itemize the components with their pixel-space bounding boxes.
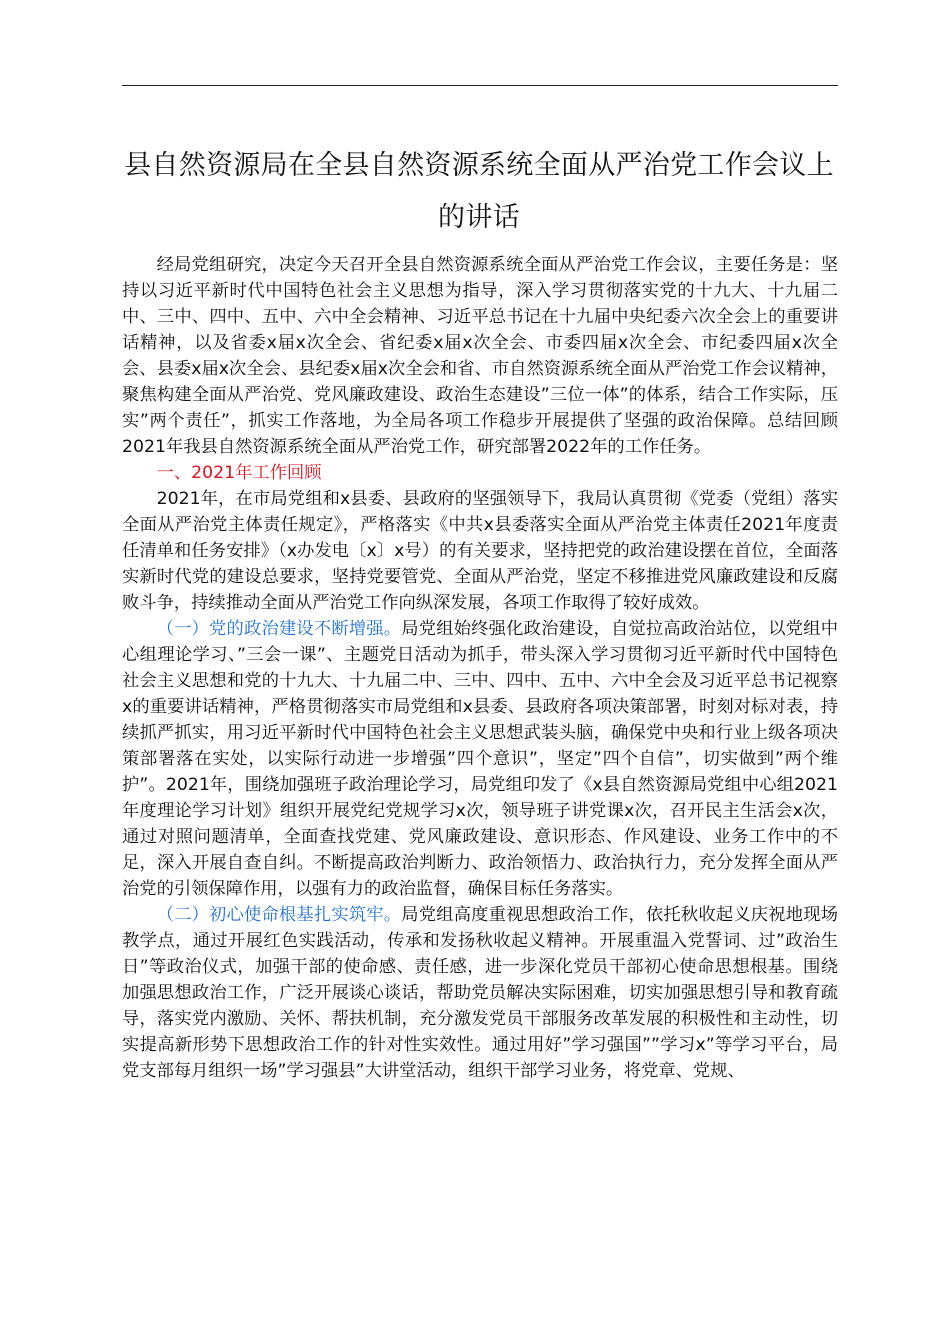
section-heading-review: 一、2021年工作回顾 <box>156 463 322 483</box>
header-rule <box>122 85 838 86</box>
intro-paragraph: 经局党组研究，决定今天召开全县自然资源系统全面从严治党工作会议，主要任务是：坚持以习近平新时代中国特色社会主义思想为指导，深入学习贯彻落实党的十九大、十九届二中、三中、四中、五中、六中全会精神、习近平总书记在十九届中央纪委六次全会上的重要讲话精神，以及省委x届x次全会、省纪委x届x次全会、市委四届x次全会、市纪委四届x次全会、县委x届x次全会、县纪委x届x次全会和省、市自然资源系统全面从严治党工作会议精神，聚焦构建全面从严治党、党风廉政建设、政治生态建设”三位一体”的体系，结合工作实际，压实”两个责任”，抓实工作落地，为全局各项工作稳步开展提供了坚强的政治保障。总结回顾2021年我县自然资源系统全面从严治党工作，研究部署2022年的工作任务。 <box>122 255 838 457</box>
subsection-mission-foundation <box>122 902 838 1084</box>
document-title: 县自然资源局在全县自然资源系统全面从严治党工作会议上的讲话 <box>124 150 834 233</box>
subsection-body-political-building: 局党组始终强化政治建设，自觉拉高政治站位，以党组中心组理论学习、”三会一课”、主题党日活动为抓手，带头深入学习贯彻习近平新时代中国特色社会主义思想和党的十九大、十九届二中、三中、四中、五中、六中全会及习近平总书记视察x的重要讲话精神，严格贯彻落实市局党组和x县委、县政府各项决策部署，时刻对标对表，持续抓严抓实，用习近平新时代中国特色社会主义思想武装头脑，确保党中央和行业上级各项决策部署落在实处，以实际行动进一步增强”四个意识”，坚定”四个自信”，切实做到”两个维护”。2021年，围绕加强班子政治理论学习，局党组印发了《x县自然资源局党组中心组2021年度理论学习计划》组织开展党纪党规学习x次，领导班子讲党课x次，召开民主生活会x次，通过对照问题清单，全面查找党建、党风廉政建设、意识形态、作风建设、业务工作中的不足，深入开展自查自纠。不断提高政治判断力、政治领悟力、政治执行力，充分发挥全面从严治党的引领保障作用，以强有力的政治监督，确保目标任务落实。 <box>122 619 838 899</box>
document-body <box>122 252 838 1084</box>
subsection-body-mission-foundation: 局党组高度重视思想政治工作，依托秋收起义庆祝地现场教学点，通过开展红色实践活动，传承和发扬秋收起义精神。开展重温入党誓词、过”政治生日”等政治仪式，加强干部的使命感、责任感，进一步深化党员干部初心使命思想根基。围绕加强思想政治工作，广泛开展谈心谈话，帮助党员解决实际困难，切实加强思想引导和教育疏导，落实党内激励、关怀、帮扶机制，充分激发党员干部服务改革发展的积极性和主动性，切实提高新形势下思想政治工作的针对性实效性。通过用好”学习强国””学习x”等学习平台，局党支部每月组织一场”学习强县”大讲堂活动，组织干部学习业务，将党章、党规、 <box>122 905 838 1081</box>
subsection-heading-mission-foundation: （二）初心使命根基扎实筑牢。 <box>156 905 402 925</box>
subsection-heading-political-building: （一）党的政治建设不断增强。 <box>156 619 402 639</box>
subsection-political-building <box>122 616 838 902</box>
section-review-paragraph: 2021年，在市局党组和x县委、县政府的坚强领导下，我局认真贯彻《党委（党组）落实全面从严治党主体责任规定》，严格落实《中共x县委落实全面从严治党主体责任2021年度责任清单和任务安排》（x办发电〔x〕x号）的有关要求，坚持把党的政治建设摆在首位，全面落实新时代党的建设总要求，坚持党要管党、全面从严治党，坚定不移推进党风廉政建设和反腐败斗争，持续推动全面从严治党工作向纵深发展，各项工作取得了较好成效。 <box>122 489 838 613</box>
